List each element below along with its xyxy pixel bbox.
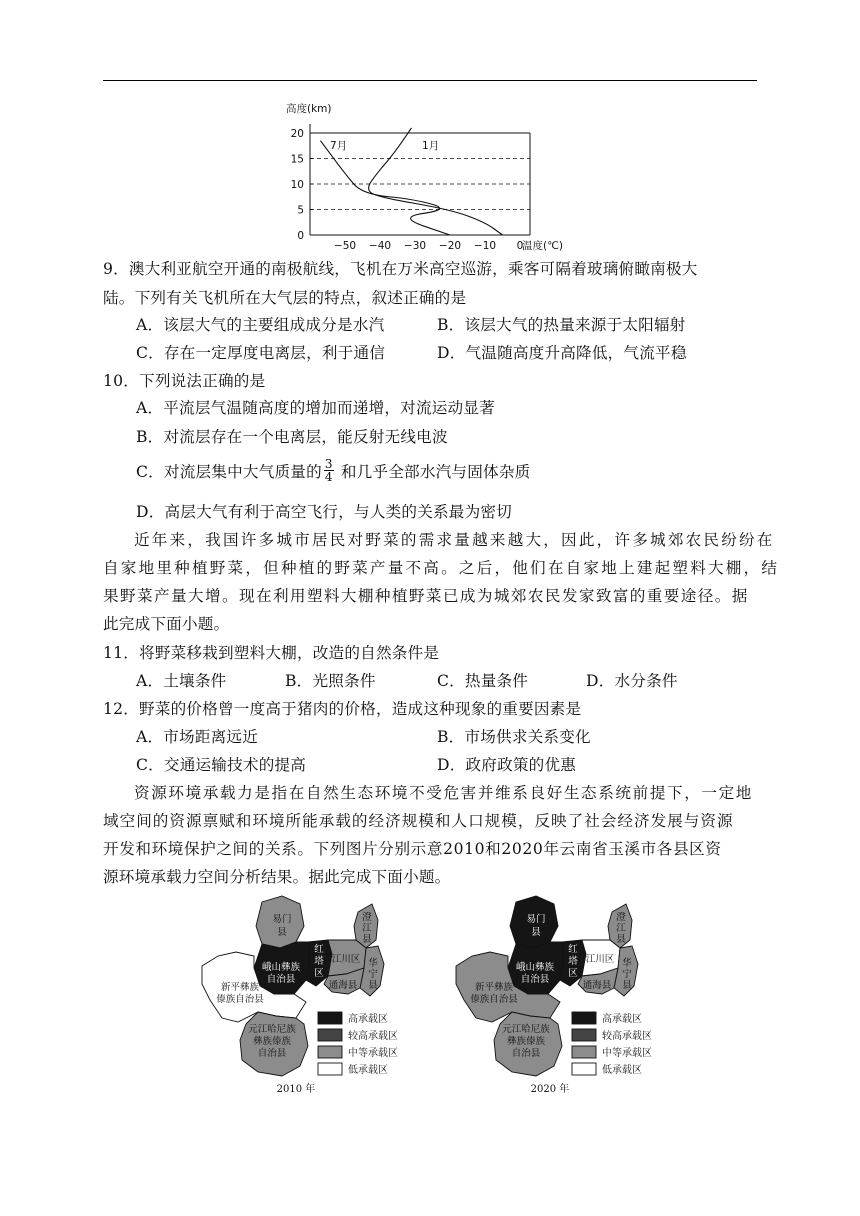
q11-option-d: D．水分条件 xyxy=(586,672,678,690)
legend-label: 较高承载区 xyxy=(602,1031,652,1042)
x-tick-label: −40 xyxy=(368,240,392,252)
legend-label: 高承载区 xyxy=(602,1014,642,1025)
y-tick-label: 10 xyxy=(290,179,304,191)
map-2020 xyxy=(450,890,670,1100)
legend-swatch xyxy=(572,1029,596,1041)
passage2-line2: 域空间的资源禀赋和环境所能承载的经济规模和人口规模，反映了社会经济发展与资源 xyxy=(103,812,734,830)
q12-option-d: D．政府政策的优惠 xyxy=(437,756,577,774)
q9-stem-line2: 陆。下列有关飞机所在大气层的特点，叙述正确的是 xyxy=(103,289,467,307)
region-label: 彝族傣族 xyxy=(252,1036,292,1047)
q10-option-c-pre: C．对流层集中大气质量的 xyxy=(136,463,322,481)
y-tick-label: 0 xyxy=(297,230,304,242)
region-label: 县 xyxy=(622,980,632,991)
legend-label: 较高承载区 xyxy=(348,1031,398,1042)
legend-swatch xyxy=(318,1029,342,1041)
q9-option-a: A．该层大气的主要组成成分是水汽 xyxy=(136,316,385,334)
region-label: 江 xyxy=(616,923,626,934)
q9-option-b: B．该层大气的热量来源于太阳辐射 xyxy=(437,316,686,334)
legend-label: 低承载区 xyxy=(348,1065,388,1076)
q12-option-c: C．交通运输技术的提高 xyxy=(136,756,307,774)
q11-stem: 11．将野菜移栽到塑料大棚，改造的自然条件是 xyxy=(103,644,440,662)
region-label: 红 xyxy=(314,944,324,955)
region-label: 自治县 xyxy=(520,974,550,985)
region-label: 江川区 xyxy=(331,954,361,965)
region-label: 区 xyxy=(568,968,578,979)
series-label: 1月 xyxy=(422,140,440,152)
region-label: 江川区 xyxy=(585,954,615,965)
legend-swatch xyxy=(318,1012,342,1024)
region-label: 通海县 xyxy=(328,980,358,991)
region-label: 县 xyxy=(531,927,541,938)
series-label: 7月 xyxy=(330,140,348,152)
temperature-altitude-chart xyxy=(280,96,580,254)
region-label: 澄 xyxy=(362,912,372,923)
series-line-july xyxy=(321,141,451,235)
region-label: 彝族傣族 xyxy=(506,1036,546,1047)
chart-series xyxy=(321,128,503,235)
region-label: 自治县 xyxy=(266,974,296,985)
legend-swatch xyxy=(572,1012,596,1024)
legend-swatch xyxy=(572,1063,596,1075)
passage1-line3: 果野菜产量大增。现在利用塑料大棚种植野菜已成为城郊农民发家致富的重要途径。据 xyxy=(103,587,749,605)
region-label: 塔 xyxy=(568,956,578,967)
passage2-line1: 资源环境承载力是指在自然生态环境不受危害并维系良好生态系统前提下，一定地 xyxy=(134,784,753,802)
passage1-line2: 自家地里种植野菜，但种植的野菜产量不高。之后，他们在自家地上建起塑料大棚，结 xyxy=(103,559,780,577)
fraction: $\frac{3}{4}$ xyxy=(324,456,333,484)
region-label: 澄 xyxy=(616,912,626,923)
region-label: 宁 xyxy=(622,969,632,980)
region-label: 新平彝族 xyxy=(220,982,260,993)
legend-swatch xyxy=(318,1046,342,1058)
region-label: 峨山彝族 xyxy=(261,962,301,973)
region-label: 华 xyxy=(622,958,632,969)
q9-stem-line1: 9．澳大利亚航空开通的南极航线，飞机在万米高空巡游，乘客可隔着玻璃俯瞰南极大 xyxy=(103,260,698,278)
header-rule xyxy=(103,80,757,81)
region-label: 宁 xyxy=(368,969,378,980)
legend-label: 高承载区 xyxy=(348,1014,388,1025)
q10-option-d: D．高层大气有利于高空飞行，与人类的关系最为密切 xyxy=(136,503,512,521)
map-2010 xyxy=(196,890,416,1100)
q11-option-c: C．热量条件 xyxy=(437,672,529,690)
map-caption: 2020 年 xyxy=(530,1084,570,1095)
passage2-line3: 开发和环境保护之间的关系。下列图片分别示意2010和2020年云南省玉溪市各县区资 xyxy=(103,840,722,858)
region-label: 元江哈尼族 xyxy=(248,1024,296,1035)
region-label: 自治县 xyxy=(257,1048,287,1059)
region-label: 红 xyxy=(568,944,578,955)
legend-label: 中等承载区 xyxy=(602,1048,652,1059)
region-label: 县 xyxy=(616,934,626,945)
x-tick-label: −50 xyxy=(333,240,357,252)
q11-option-b: B．光照条件 xyxy=(285,672,376,690)
y-tick-label: 5 xyxy=(297,204,304,217)
legend-swatch xyxy=(318,1063,342,1075)
q9-option-c: C．存在一定厚度电离层，利于通信 xyxy=(136,344,386,362)
q12-option-a: A．市场距离远近 xyxy=(136,728,259,746)
y-tick-label: 20 xyxy=(290,128,304,140)
q10-option-c xyxy=(136,456,531,484)
chart-x-label: 温度(℃) xyxy=(522,240,563,252)
passage1-line1: 近年来，我国许多城市居民对野菜的需求量越来越大，因此，许多城郊农民纷纷在 xyxy=(134,531,775,549)
q12-stem: 12．野菜的价格曾一度高于猪肉的价格，造成这种现象的重要因素是 xyxy=(103,700,582,718)
region-label: 江 xyxy=(362,923,372,934)
q12-option-b: B．市场供求关系变化 xyxy=(437,728,591,746)
region-label: 峨山彝族 xyxy=(515,962,555,973)
q10-option-a: A．平流层气温随高度的增加而递增，对流运动显著 xyxy=(136,399,495,417)
region-label: 自治县 xyxy=(511,1048,541,1059)
x-tick-label: 0 xyxy=(516,240,524,252)
map-legend xyxy=(572,1012,652,1076)
legend-label: 低承载区 xyxy=(602,1065,642,1076)
region-label: 华 xyxy=(368,958,378,969)
region-label: 区 xyxy=(314,968,324,979)
region-label: 易门 xyxy=(526,914,546,925)
region-label: 县 xyxy=(277,927,287,938)
legend-label: 中等承载区 xyxy=(348,1048,398,1059)
region-label: 新平彝族 xyxy=(474,982,514,993)
region-label: 元江哈尼族 xyxy=(502,1024,550,1035)
x-tick-label: −20 xyxy=(438,240,462,252)
legend-swatch xyxy=(572,1046,596,1058)
passage2-line4: 源环境承载力空间分析结果。据此完成下面小题。 xyxy=(103,868,451,886)
q10-option-c-post: 和几乎全部水汽与固体杂质 xyxy=(335,463,531,481)
region-label: 傣族自治县 xyxy=(470,994,518,1005)
region-label: 傣族自治县 xyxy=(216,994,264,1005)
x-tick-label: −10 xyxy=(473,240,497,252)
q10-option-b: B．对流层存在一个电离层，能反射无线电波 xyxy=(136,428,448,446)
passage1-line4: 此完成下面小题。 xyxy=(103,615,230,633)
region-label: 塔 xyxy=(314,956,324,967)
region-label: 县 xyxy=(362,934,372,945)
q11-option-a: A．土壤条件 xyxy=(136,672,227,690)
region-label: 县 xyxy=(368,980,378,991)
map-legend xyxy=(318,1012,398,1076)
chart-y-label: 高度(km) xyxy=(286,103,332,115)
q9-option-d: D．气温随高度升高降低，气流平稳 xyxy=(437,344,687,362)
map-caption: 2010 年 xyxy=(276,1084,316,1095)
x-tick-label: −30 xyxy=(403,240,427,252)
q10-stem: 10．下列说法正确的是 xyxy=(103,372,266,390)
region-label: 通海县 xyxy=(582,980,612,991)
chart-x-ticks xyxy=(334,240,523,252)
y-tick-label: 15 xyxy=(290,153,304,166)
region-label: 易门 xyxy=(272,914,292,925)
